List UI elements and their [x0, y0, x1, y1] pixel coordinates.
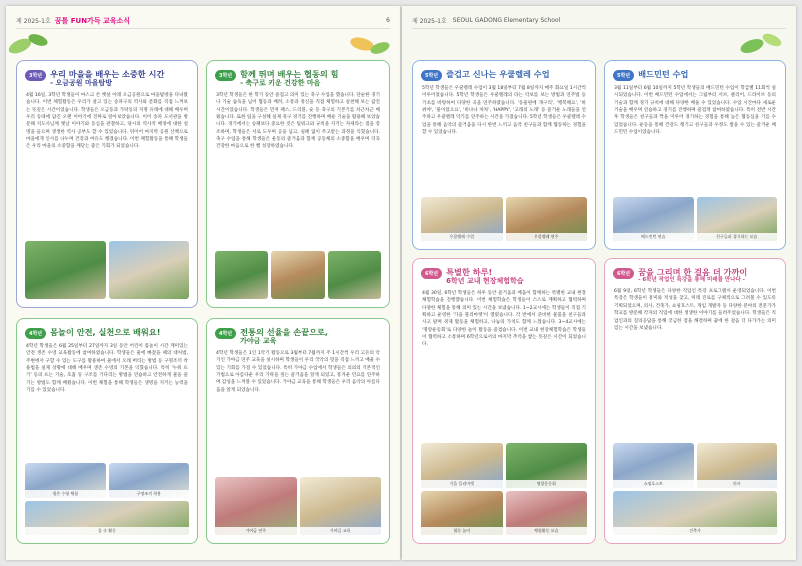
article-heading [413, 61, 595, 83]
article-heading [207, 319, 389, 348]
leaf-decoration-icon [336, 28, 396, 62]
photo-caption: 체험활동 모습 [506, 527, 588, 535]
photo [697, 443, 778, 488]
article-subtitle: - 축구로 키운 건강한 마음 [240, 79, 321, 88]
grade-badge: 4학년 [215, 328, 236, 339]
photo [506, 491, 588, 536]
photo [613, 197, 694, 241]
article-grade4-swimming [16, 318, 198, 544]
article-grade6-career-talk [604, 258, 786, 544]
photo [215, 251, 268, 299]
photo-grid [613, 443, 777, 535]
photo [25, 463, 106, 498]
title-text: 특별한 하루! [446, 267, 493, 277]
photo [25, 501, 189, 536]
article-subtitle: - 오금공원 마을탐방 [50, 79, 113, 88]
photo-caption: 가야금 연주 [215, 527, 297, 535]
article-subtitle: - 6학년 작업인 특강을 통해 미래를 만나다 - [638, 277, 745, 284]
article-grade6-field-trip [412, 258, 596, 544]
photo-caption: 우쿨렐레 수업 [421, 233, 503, 241]
newsletter-spread [6, 6, 796, 560]
photo [109, 241, 190, 299]
title-text: 꿈을 그리며 한 걸음 더 가까이 [638, 267, 748, 277]
article-grade5-badminton [604, 60, 786, 250]
issue-number: 제 2025-1호 [412, 18, 447, 25]
photo-grid [25, 241, 189, 299]
photo [421, 197, 503, 241]
left-page-header [16, 13, 390, 29]
photo [506, 443, 588, 488]
article-grade4-gayageum [206, 318, 390, 544]
article-title [50, 69, 164, 88]
photo [697, 197, 778, 241]
photo-caption: 가을 플리마켓 [421, 480, 503, 488]
photo-caption: 배드민턴 연습 [613, 233, 694, 241]
photo-caption: 건축가 [613, 527, 777, 535]
grade-badge: 3학년 [215, 70, 236, 81]
photo-caption: 생존 수영 체험 [25, 490, 106, 498]
article-body: 4월 16일, 3학년 학생들이 마스크 쓴 햇살 아래 오금공원으로 마을탐방을 다녀왔습니다. 이번 체험활동은 우리가 살고 있는 송파구의 역사와 문화를 직접 느껴보는 뜻깊은 시간이었습니다. 학생들은 오금동과 가락동의 지명 유래에 대해 배우며 우리 동네에 담긴 오랜 이야기에 진짜로 알아보았습니다. 이어 송파 도서관을 방문해 지도사님께 옛날 이야기와 동심을 관찰하고, 당시의 역사적 배경에 대한 설명을 들으며 생생한 역사 공부도 할 수 있었습니다. 뒤이어 마지막 공원 산책으로 마을에게 인사를 나누며 건강과 여유도 챙겼습니다. 이번 체험활동을 통해 학생들은 우리 마을의 소중함을 깨닫는 좋은 기회가 되었습니다. [26, 93, 188, 150]
photo-caption: 의사 [697, 480, 778, 488]
photo [300, 477, 382, 535]
article-body: 3학년 학생들은 한 학기 동안 즐겁고 의미 있는 축구 수업을 했습니다. 단순한 경기나 기술 습득을 넘어 협동과 배려, 소통과 정신을 직접 체험하고 실천해 보는 값진 시간이었습니다. 학생들은 먼저 패스, 드리블, 슛 등 축구의 기본기를 차근차근 배웠습니다. 또한 팀을 구성해 실제 축구 경기를 진행하며 배운 기술을 활용해 보았습니다. 경기에서는 승패보다 중요한 것은 팀워크와 규칙을 지키는 자세라는 점을 강조하며, 학생들은 서로 도우며 공을 넘고, 실패 없이 주고받는 과정을 익혔습니다. 축구 수업을 통해 학생들은 운동의 즐거움과 함께 공동체의 소중함을 배우며 더욱 건강한 마음으로 한 뼘 성장하였습니다. [216, 93, 380, 150]
article-heading [413, 259, 595, 288]
article-body: 6월 9일, 6학년 학생들은 다양한 직업인 특강 프로그램이 운영되었습니다. 이번 특강은 학생들이 흥미와 적성을 찾고, 미래 진로를 구체적으로 그려볼 수 있도록 기획되었으며, 의사, 건축가, 쇼핑호스트, 게임 개발자 등 다양한 분야의 전문가가 학교를 방문해 각자의 직업에 대한 생생한 이야기를 들려주었습니다. 학생들은 직업인과의 질의응답을 통해 궁금한 점을 해결하며 꿈에 한 걸음 더 다가가는 의미 있는 시간을 보냈습니다. [614, 289, 776, 331]
photo [215, 477, 297, 535]
photo-caption: 물 속 활동 [25, 527, 189, 535]
photo-caption: 구명조끼 착용 [109, 490, 190, 498]
article-title: 배드민턴 수업 [638, 69, 689, 79]
photo-grid [421, 197, 587, 241]
photo [109, 463, 190, 498]
article-title [446, 267, 523, 286]
article-subtitle: 가야금 교육 [240, 337, 277, 346]
article-title [240, 69, 338, 88]
photo-caption: 가야금 교육 [300, 527, 382, 535]
photo [271, 251, 324, 299]
article-title: 몸놀이 안전, 실천으로 배워요! [50, 327, 161, 337]
photo [421, 491, 503, 536]
leaf-decoration-icon [6, 28, 66, 62]
photo-caption: 쇼핑호스트 [613, 480, 694, 488]
right-page [402, 6, 796, 560]
photo-grid [25, 463, 189, 535]
article-subtitle: 6학년 교내 현장체험학습 [446, 277, 524, 286]
article-title [240, 327, 328, 346]
photo-caption: 친구들과 경기하는 모습 [697, 233, 778, 241]
article-heading [17, 319, 197, 341]
photo-grid [215, 477, 381, 535]
photo-grid [613, 197, 777, 241]
grade-badge: 5학년 [421, 70, 442, 81]
newsletter-brand: 꿈틀 FUN가득 교육소식 [54, 16, 131, 25]
photo [613, 491, 777, 536]
title-text: 우리 마을을 배우는 소중한 시간 [50, 69, 165, 79]
article-grade3-village-tour [16, 60, 198, 308]
article-grade5-ukulele [412, 60, 596, 250]
photo [328, 251, 381, 299]
photo-grid [215, 251, 381, 299]
page-number: 6 [386, 17, 390, 24]
grade-badge: 6학년 [613, 268, 634, 279]
photo [506, 197, 588, 241]
article-heading [605, 259, 785, 286]
right-page-header [412, 13, 786, 29]
photo [613, 443, 694, 488]
grade-badge: 5학년 [613, 70, 634, 81]
issue-number: 제 2025-1호 [16, 18, 51, 25]
photo-caption: 협동 놀이 [421, 527, 503, 535]
article-grade3-soccer [206, 60, 390, 308]
article-body: 5학년 학생들은 우쿨렐레 수업이 3월 18일부터 7월 8일까지 매주 화요일 1시간씩 이루어졌습니다. 5학년 학생들은 우쿨렐레의 타는 악보를 보는 방법과 연주법 등 기초를 바탕하여 다양한 곡을 연주하였습니다. '동물원에 개구리', '행복해요', '바위야', '물이었으요', '비나나 차차', 'HAPPY', '고래의 노래' 등 즐거운 노래들을 연주하고 우쿨렐레 악기를 연주하는 시간을 가졌습니다. 5학년 학생들은 우쿨렐레 수업을 통해 음악의 즐거움을 다시 한번 느끼고 음악 친구들과 함께 협동하는 경험을 할 수 있었습니다. [422, 86, 586, 136]
photo [421, 443, 503, 488]
grade-badge: 6학년 [421, 268, 442, 279]
photo-grid [421, 443, 587, 535]
photo-caption: 명랑운동회 [506, 480, 588, 488]
photo [25, 241, 106, 299]
article-body: 4학년 학생들은 6월 25일부터 27일까지 3일 동안 어린이 몸놀이 시간 재미있는 안전 생존 수영 교육활동에 참여하였습니다. 학생들은 물에 빠졌을 때의 대처법, 주변에서 구할 수 있는 도구를 활용하여 물에서 오래 버티는 방법 등 구명조끼 착용법을 실제 상황에 대해 배우며 생존 수영의 기본을 익혔습니다. 특히 '누워 뜨기' 등의 뜨는 기술, 호흡 등 구조를 기다리는 방법을 연습하고 안전하게 물을 즐기는 방법도 함께 배웠습니다. 이번 체험을 통해 학생들은 생명을 지키는 능력을 기를 수 있었습니다. [26, 344, 188, 394]
leaf-decoration-icon [732, 28, 792, 62]
title-text: 함께 뛰며 배우는 협동의 힘 [240, 69, 339, 79]
article-body: 3월 11일부터 6월 10일까지 5학년 학생들의 배드민턴 수업이 학급별 11회씩 실시되었습니다. 이번 배드민턴 수업에서는 그립부터 서브, 클리어, 드라이브 등의 기술과 함께 경기 규칙에 대해 다양한 배울 수 있었습니다. 수업 시간마다 새로운 기술을 배우며 연습하고 경기를 진행하며 즐겁게 참여하였습니다. 특히 전반 시간 후 학생들은 친구들과 짝을 이루어 경기하는 경험을 통해 높은 협동심을 기를 수 있었습니다. 운동을 통해 건강도 챙기고 친구들과 우정도 쌓을 수 있는 즐거운 배드민턴 수업이었습니다. [614, 86, 776, 136]
photo-caption: 우쿨렐레 연주 [506, 233, 588, 241]
school-name: SEOUL GADONG Elementary School [452, 17, 561, 24]
article-heading [207, 61, 389, 90]
article-heading [605, 61, 785, 83]
article-body: 4학년 학생들은 1인 1악기 활동으로 3월부터 7월까지 주 1시간씩 우리 고유의 악기인 가야금 연주 교육을 실시하며 학생들이 우리 국악의 멋을 직접 느끼고 배울 수 있는 기회를 가질 수 있었습니다. 특히 가야금 수업에서 학생들은 의외의 기본적인 기법으로 아름다운 우리 가락을 짚는 즐거움을 알게 되었고, 흥겨운 민요를 연주하며 감성을 느껴볼 수 있었습니다. 가야금 교육을 통해 학생들은 우리 음악의 아름다움을 알게 되었습니다. [216, 351, 380, 393]
article-body: 4월 30일, 6학년 학생들은 하루 동안 즐거움과 배움이 함께하는 특별한 교내 현장체험학습을 진행했습니다. 이번 체험학습은 학생들이 스스로 계획하고 협력하며 다양한 체험을 통해 의미 있는 시간을 보냈습니다. 1~2교시에는 학생들이 직접 기획하고 운영한 '가을 플리마켓'이 열렸습니다. 각 반에서 준비한 물품을 친구들과 사고 팔며 경제 활동을 체험하고, 나눔의 가치도 함께 느꼈습니다. 3~4교시에는 '명랑운동회'로 다양한 놀이 활동을 즐겼습니다. 이번 교내 현장체험학습은 학생들이 협력하고 소통하며 6학년으로서의 마지막 추억을 쌓는 뜻깊은 시간이 되었습니다. [422, 291, 586, 348]
article-title [638, 267, 747, 284]
grade-badge: 4학년 [25, 328, 46, 339]
grade-badge: 3학년 [25, 70, 46, 81]
article-heading [17, 61, 197, 90]
title-text: 전통의 선율을 손끝으로, [240, 327, 329, 337]
article-title: 즐겁고 신나는 우쿨렐레 수업 [446, 69, 550, 79]
left-page [6, 6, 400, 560]
